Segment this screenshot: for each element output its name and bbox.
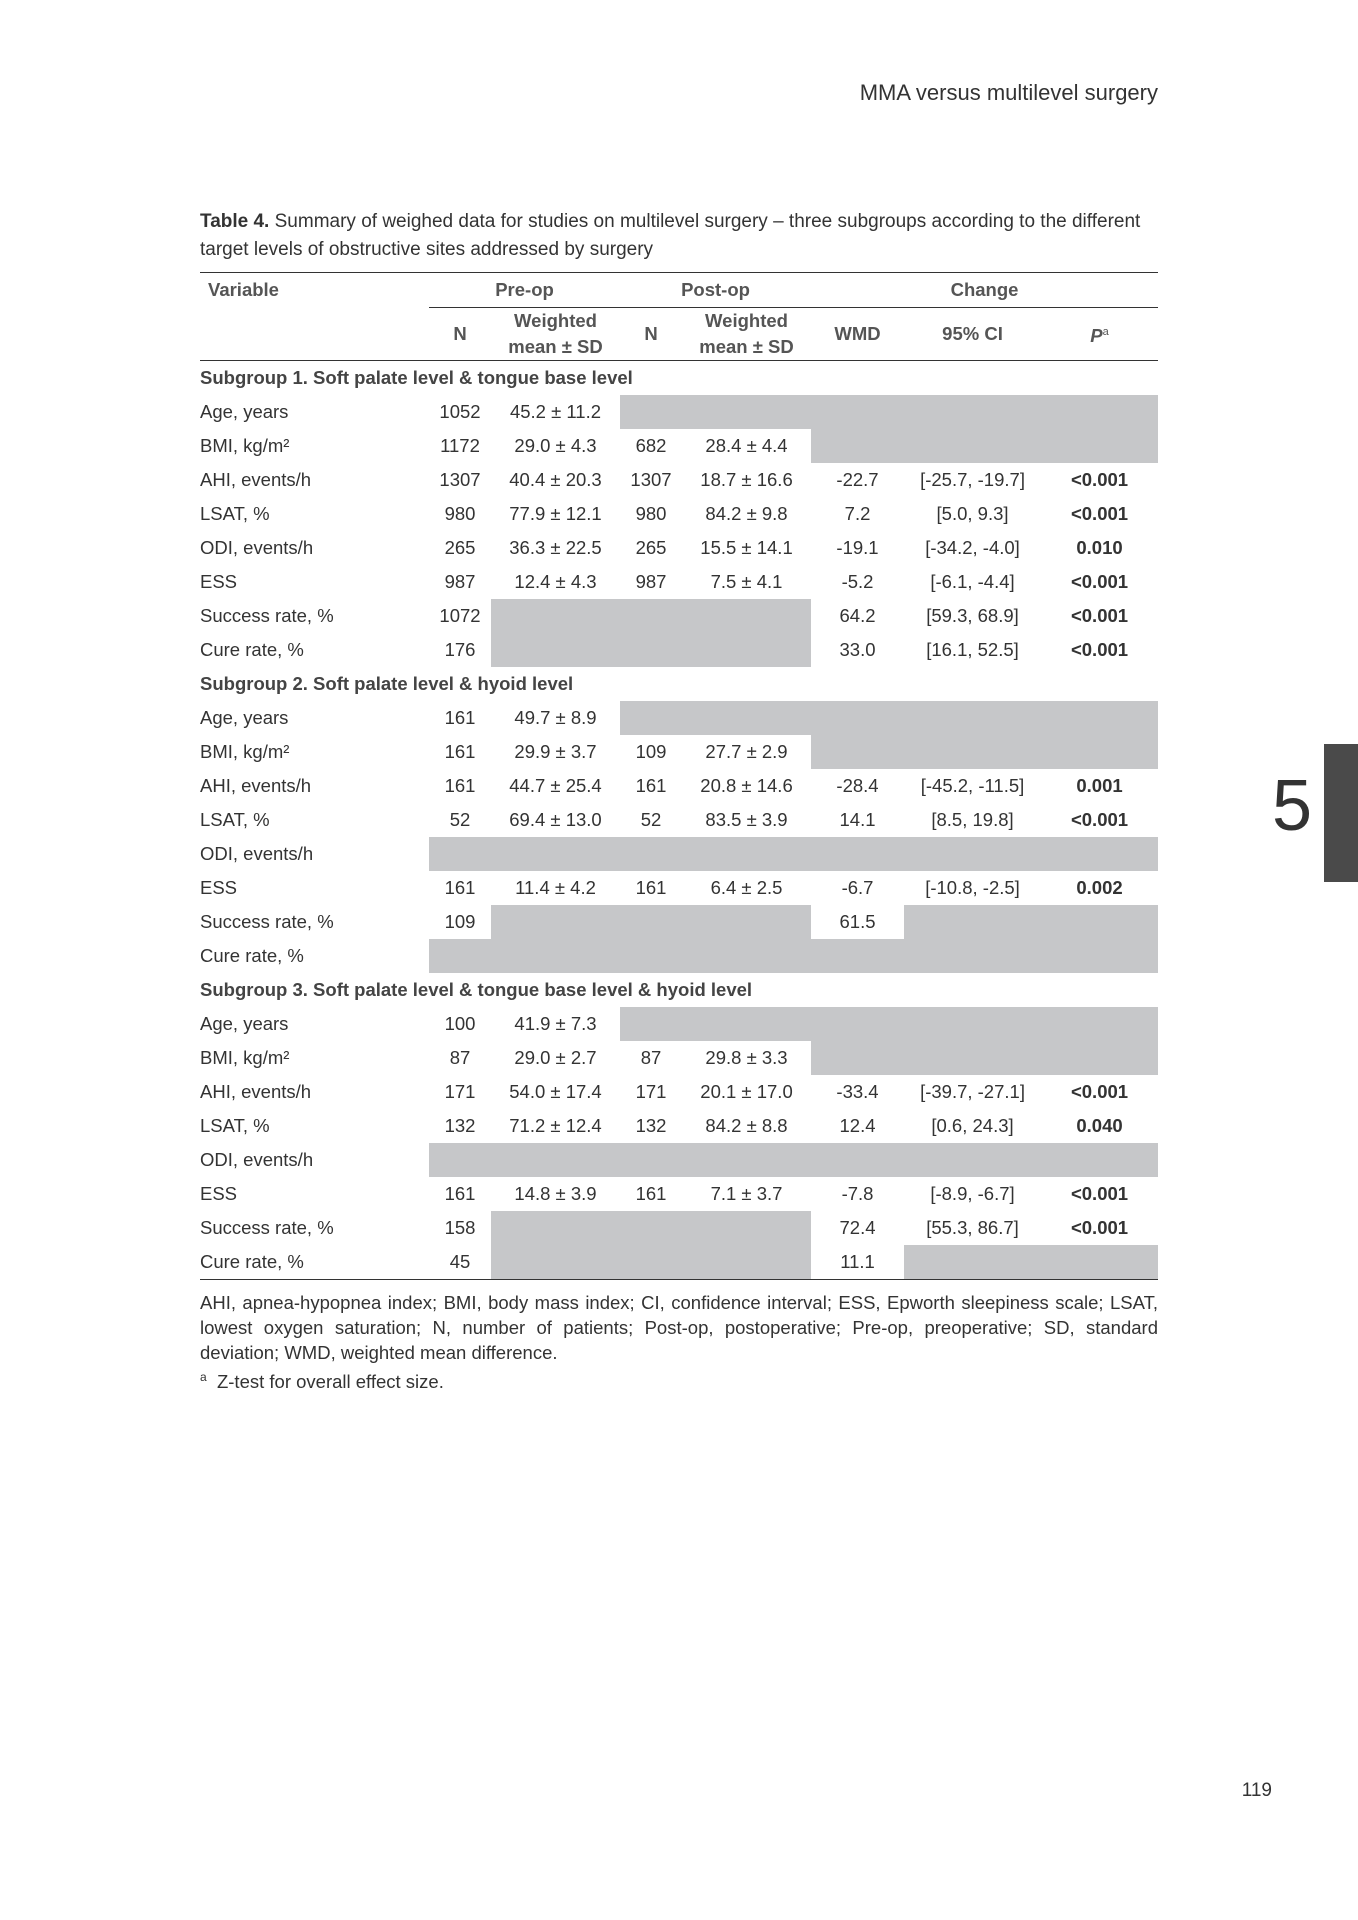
cell-var: Cure rate, % bbox=[200, 639, 304, 660]
cell-pre-mean: 45.2 ± 11.2 bbox=[509, 401, 602, 422]
header-wmd: WMD bbox=[811, 308, 904, 361]
cell-var: ESS bbox=[200, 877, 238, 898]
header-ci: 95% CI bbox=[904, 308, 1041, 361]
cell-pre-n: 161 bbox=[444, 1183, 476, 1204]
cell-pre-mean bbox=[491, 1211, 620, 1245]
cell-post-n: 682 bbox=[635, 435, 667, 456]
cell-ci: [55.3, 86.7] bbox=[926, 1217, 1019, 1238]
cell-p: <0.001 bbox=[1070, 1081, 1129, 1102]
cell-post-mean: 6.4 ± 2.5 bbox=[710, 877, 783, 898]
cell-wmd bbox=[811, 837, 904, 871]
cell-post-n bbox=[620, 1211, 682, 1245]
cell-ci bbox=[904, 701, 1041, 735]
caption-text: Summary of weighed data for studies on multilevel surgery – three subgroups according to the different target levels of obstructive sites addressed by surgery bbox=[200, 211, 1141, 260]
cell-pre-n bbox=[429, 1143, 491, 1177]
cell-wmd: 14.1 bbox=[839, 809, 876, 830]
cell-pre-n: 161 bbox=[444, 877, 476, 898]
table-row bbox=[200, 1143, 1158, 1177]
cell-ci: [0.6, 24.3] bbox=[931, 1115, 1014, 1136]
cell-p bbox=[1041, 395, 1158, 429]
cell-pre-mean bbox=[491, 939, 620, 973]
table-row bbox=[200, 463, 1158, 497]
cell-post-mean bbox=[682, 1245, 811, 1280]
cell-post-n bbox=[620, 633, 682, 667]
cell-ci bbox=[904, 1245, 1041, 1280]
cell-post-mean: 84.2 ± 9.8 bbox=[705, 503, 788, 524]
cell-wmd: -6.7 bbox=[841, 877, 874, 898]
table-row bbox=[200, 837, 1158, 871]
cell-post-mean bbox=[682, 395, 811, 429]
cell-p: 0.002 bbox=[1076, 877, 1123, 898]
cell-var: Success rate, % bbox=[200, 605, 334, 626]
cell-var: Age, years bbox=[200, 401, 289, 422]
cell-wmd: -28.4 bbox=[836, 775, 879, 796]
cell-ci: [5.0, 9.3] bbox=[936, 503, 1009, 524]
cell-pre-n: 171 bbox=[444, 1081, 476, 1102]
table-row bbox=[200, 531, 1158, 565]
header-post-mean: Weighted mean ± SD bbox=[682, 308, 811, 361]
cell-post-mean bbox=[682, 837, 811, 871]
cell-var: ODI, events/h bbox=[200, 843, 314, 864]
cell-var: Success rate, % bbox=[200, 1217, 334, 1238]
table-row bbox=[200, 429, 1158, 463]
cell-post-n bbox=[620, 1143, 682, 1177]
cell-wmd: 61.5 bbox=[839, 911, 876, 932]
subgroup-title: Subgroup 1. Soft palate level & tongue base level bbox=[200, 367, 633, 388]
cell-post-mean bbox=[682, 599, 811, 633]
cell-ci: [59.3, 68.9] bbox=[926, 605, 1019, 626]
cell-var: ESS bbox=[200, 571, 238, 592]
table-row bbox=[200, 905, 1158, 939]
cell-p bbox=[1041, 429, 1158, 463]
cell-wmd: 11.1 bbox=[811, 1245, 904, 1280]
cell-post-mean: 18.7 ± 16.6 bbox=[700, 469, 793, 490]
cell-pre-n: 161 bbox=[444, 775, 476, 796]
cell-post-n: 171 bbox=[635, 1081, 667, 1102]
cell-ci: [16.1, 52.5] bbox=[926, 639, 1019, 660]
cell-post-n bbox=[620, 939, 682, 973]
cell-ci: [-39.7, -27.1] bbox=[920, 1081, 1025, 1102]
cell-post-mean: 7.1 ± 3.7 bbox=[710, 1183, 783, 1204]
cell-post-mean: 83.5 ± 3.9 bbox=[705, 809, 788, 830]
cell-post-n: 109 bbox=[635, 741, 667, 762]
cell-p: <0.001 bbox=[1070, 809, 1129, 830]
table-row bbox=[200, 1007, 1158, 1041]
header-variable: Variable bbox=[200, 273, 429, 308]
table-row bbox=[200, 701, 1158, 735]
cell-ci bbox=[904, 905, 1041, 939]
cell-pre-mean: 69.4 ± 13.0 bbox=[509, 809, 602, 830]
cell-p bbox=[1041, 701, 1158, 735]
cell-ci bbox=[904, 939, 1041, 973]
cell-var: ODI, events/h bbox=[200, 537, 314, 558]
cell-post-n: 52 bbox=[640, 809, 662, 830]
table-row bbox=[200, 803, 1158, 837]
cell-p: <0.001 bbox=[1070, 1183, 1129, 1204]
cell-pre-mean: 41.9 ± 7.3 bbox=[514, 1013, 597, 1034]
chapter-number: 5 bbox=[1272, 766, 1313, 846]
subgroup-header bbox=[200, 361, 1158, 396]
table-row bbox=[200, 871, 1158, 905]
cell-post-mean bbox=[682, 939, 811, 973]
cell-post-n: 161 bbox=[635, 775, 667, 796]
cell-ci: [-8.9, -6.7] bbox=[930, 1183, 1015, 1204]
cell-ci bbox=[904, 1007, 1041, 1041]
page-number: 119 bbox=[1241, 1780, 1272, 1801]
cell-ci bbox=[904, 735, 1041, 769]
cell-post-n: 132 bbox=[635, 1115, 667, 1136]
cell-pre-mean: 77.9 ± 12.1 bbox=[509, 503, 602, 524]
cell-wmd bbox=[811, 939, 904, 973]
cell-post-mean bbox=[682, 1007, 811, 1041]
cell-p: 0.040 bbox=[1076, 1115, 1123, 1136]
cell-post-n: 987 bbox=[635, 571, 667, 592]
cell-pre-mean: 71.2 ± 12.4 bbox=[509, 1115, 602, 1136]
cell-wmd bbox=[811, 1143, 904, 1177]
cell-p: 0.001 bbox=[1076, 775, 1123, 796]
cell-pre-n: 132 bbox=[444, 1115, 476, 1136]
cell-var: AHI, events/h bbox=[200, 469, 312, 490]
cell-pre-mean: 49.7 ± 8.9 bbox=[514, 707, 597, 728]
cell-p: 0.010 bbox=[1076, 537, 1123, 558]
cell-ci: [-25.7, -19.7] bbox=[920, 469, 1025, 490]
footnote-abbreviations: AHI, apnea-hypopnea index; BMI, body mass index; CI, confidence interval; ESS, Epworth sleepiness scale; LSAT, lowest oxygen saturation; N, number of patients; Post-op, postoperative; Pre-op, preoperative; SD, standard deviation; WMD, weighted mean difference. bbox=[200, 1292, 1158, 1363]
cell-var: LSAT, % bbox=[200, 503, 270, 524]
table-caption bbox=[200, 208, 1158, 264]
cell-pre-mean: 44.7 ± 25.4 bbox=[509, 775, 602, 796]
cell-pre-n: 265 bbox=[444, 537, 476, 558]
cell-wmd bbox=[811, 1007, 904, 1041]
cell-wmd bbox=[811, 395, 904, 429]
cell-p: <0.001 bbox=[1070, 503, 1129, 524]
table-row bbox=[200, 1109, 1158, 1143]
cell-post-mean: 15.5 ± 14.1 bbox=[700, 537, 793, 558]
cell-post-mean: 28.4 ± 4.4 bbox=[705, 435, 788, 456]
cell-post-n: 980 bbox=[635, 503, 667, 524]
cell-pre-n: 1072 bbox=[439, 605, 481, 626]
cell-var: Cure rate, % bbox=[200, 1245, 429, 1280]
cell-post-mean: 20.1 ± 17.0 bbox=[700, 1081, 793, 1102]
cell-wmd: -5.2 bbox=[841, 571, 874, 592]
cell-pre-n: 176 bbox=[444, 639, 476, 660]
cell-p: <0.001 bbox=[1070, 1217, 1129, 1238]
cell-wmd bbox=[811, 429, 904, 463]
header-p: $P^a$ bbox=[1041, 308, 1158, 361]
cell-var: Success rate, % bbox=[200, 911, 334, 932]
cell-wmd: 7.2 bbox=[844, 503, 871, 524]
cell-ci: [-6.1, -4.4] bbox=[930, 571, 1015, 592]
table-row bbox=[200, 1075, 1158, 1109]
cell-ci bbox=[904, 1041, 1041, 1075]
cell-var: ESS bbox=[200, 1183, 238, 1204]
cell-p bbox=[1041, 1041, 1158, 1075]
cell-var: Cure rate, % bbox=[200, 945, 304, 966]
cell-pre-n: 987 bbox=[444, 571, 476, 592]
cell-wmd: -22.7 bbox=[836, 469, 879, 490]
table-row bbox=[200, 599, 1158, 633]
caption-label: Table 4. bbox=[200, 211, 270, 232]
cell-pre-n: 1052 bbox=[439, 401, 481, 422]
table-row bbox=[200, 1211, 1158, 1245]
cell-post-mean bbox=[682, 905, 811, 939]
cell-pre-mean: 14.8 ± 3.9 bbox=[514, 1183, 597, 1204]
cell-wmd: -19.1 bbox=[836, 537, 879, 558]
cell-pre-n: 100 bbox=[444, 1013, 476, 1034]
header-preop: Pre-op bbox=[429, 273, 620, 308]
cell-pre-n: 1172 bbox=[440, 435, 480, 456]
cell-wmd: 33.0 bbox=[839, 639, 876, 660]
cell-ci bbox=[904, 395, 1041, 429]
results-table bbox=[200, 272, 1158, 1280]
cell-var: BMI, kg/m² bbox=[200, 1047, 290, 1068]
header-pre-n: N bbox=[429, 308, 491, 361]
cell-p bbox=[1041, 837, 1158, 871]
cell-pre-n: 109 bbox=[444, 911, 476, 932]
cell-pre-mean bbox=[491, 599, 620, 633]
cell-ci bbox=[904, 837, 1041, 871]
cell-pre-n: 45 bbox=[429, 1245, 491, 1280]
header-change: Change bbox=[811, 273, 1158, 308]
cell-pre-n: 1307 bbox=[439, 469, 481, 490]
cell-post-mean bbox=[682, 633, 811, 667]
cell-post-mean bbox=[682, 1143, 811, 1177]
cell-pre-n: 161 bbox=[444, 741, 476, 762]
cell-p: <0.001 bbox=[1070, 605, 1129, 626]
cell-post-mean: 84.2 ± 8.8 bbox=[705, 1115, 788, 1136]
header-post-n: N bbox=[620, 308, 682, 361]
cell-p bbox=[1041, 1245, 1158, 1280]
cell-ci: [8.5, 19.8] bbox=[931, 809, 1014, 830]
header-pre-mean: Weighted mean ± SD bbox=[491, 308, 620, 361]
table-footnote bbox=[200, 1290, 1158, 1394]
cell-wmd: -7.8 bbox=[841, 1183, 874, 1204]
cell-var: ODI, events/h bbox=[200, 1149, 314, 1170]
cell-post-mean: 20.8 ± 14.6 bbox=[700, 775, 793, 796]
cell-pre-mean: 11.4 ± 4.2 bbox=[515, 877, 596, 898]
cell-p: <0.001 bbox=[1070, 571, 1129, 592]
cell-pre-mean bbox=[491, 905, 620, 939]
cell-post-n bbox=[620, 599, 682, 633]
footnote-a: $^a$ Z-test for overall effect size. bbox=[200, 1370, 444, 1393]
cell-ci: [-45.2, -11.5] bbox=[920, 775, 1025, 796]
table-row bbox=[200, 565, 1158, 599]
cell-post-n: 161 bbox=[635, 877, 667, 898]
cell-post-n bbox=[620, 1007, 682, 1041]
cell-post-mean: 7.5 ± 4.1 bbox=[710, 571, 783, 592]
cell-var: AHI, events/h bbox=[200, 1081, 312, 1102]
cell-wmd: -33.4 bbox=[836, 1081, 879, 1102]
subgroup-header bbox=[200, 667, 1158, 701]
cell-var: AHI, events/h bbox=[200, 775, 312, 796]
cell-ci: [-10.8, -2.5] bbox=[925, 877, 1020, 898]
cell-pre-n: 158 bbox=[444, 1217, 476, 1238]
cell-pre-n bbox=[429, 837, 491, 871]
table-row bbox=[200, 735, 1158, 769]
table-row bbox=[200, 1245, 1158, 1280]
cell-post-n: 161 bbox=[635, 1183, 667, 1204]
cell-post-mean: 27.7 ± 2.9 bbox=[705, 741, 788, 762]
cell-p bbox=[1041, 1007, 1158, 1041]
header-postop: Post-op bbox=[620, 273, 811, 308]
cell-pre-n: 87 bbox=[449, 1047, 471, 1068]
cell-post-mean bbox=[682, 701, 811, 735]
cell-pre-mean: 12.4 ± 4.3 bbox=[514, 571, 597, 592]
cell-post-n: 87 bbox=[640, 1047, 662, 1068]
chapter-tab bbox=[1324, 744, 1358, 882]
cell-post-n bbox=[620, 905, 682, 939]
table-row bbox=[200, 497, 1158, 531]
cell-wmd: 12.4 bbox=[839, 1115, 876, 1136]
cell-wmd: 72.4 bbox=[839, 1217, 876, 1238]
cell-wmd: 64.2 bbox=[839, 605, 876, 626]
running-head: MMA versus multilevel surgery bbox=[859, 80, 1158, 105]
cell-var: BMI, kg/m² bbox=[200, 435, 290, 456]
cell-var: Age, years bbox=[200, 707, 289, 728]
subgroup-header bbox=[200, 973, 1158, 1007]
cell-var: LSAT, % bbox=[200, 809, 270, 830]
cell-pre-mean: 36.3 ± 22.5 bbox=[509, 537, 602, 558]
cell-ci: [-34.2, -4.0] bbox=[925, 537, 1020, 558]
cell-pre-mean bbox=[491, 1143, 620, 1177]
cell-pre-n: 161 bbox=[444, 707, 476, 728]
cell-pre-mean bbox=[491, 1245, 620, 1280]
cell-pre-mean: 29.0 ± 4.3 bbox=[514, 435, 597, 456]
cell-pre-mean: 40.4 ± 20.3 bbox=[509, 469, 602, 490]
table-row bbox=[200, 939, 1158, 973]
cell-post-n: 265 bbox=[635, 537, 667, 558]
cell-post-n bbox=[620, 1245, 682, 1280]
cell-wmd bbox=[811, 735, 904, 769]
table-row bbox=[200, 769, 1158, 803]
cell-pre-n bbox=[429, 939, 491, 973]
table-row bbox=[200, 1177, 1158, 1211]
cell-pre-n: 52 bbox=[449, 809, 471, 830]
cell-pre-mean: 29.9 ± 3.7 bbox=[514, 741, 597, 762]
cell-pre-mean bbox=[491, 633, 620, 667]
cell-wmd bbox=[811, 1041, 904, 1075]
cell-ci bbox=[904, 1143, 1041, 1177]
cell-ci bbox=[904, 429, 1041, 463]
cell-pre-n: 980 bbox=[444, 503, 476, 524]
cell-p bbox=[1041, 1143, 1158, 1177]
cell-post-n bbox=[620, 701, 682, 735]
cell-p bbox=[1041, 905, 1158, 939]
table-row bbox=[200, 1041, 1158, 1075]
cell-p bbox=[1041, 939, 1158, 973]
cell-post-mean: 29.8 ± 3.3 bbox=[705, 1047, 788, 1068]
table-row bbox=[200, 395, 1158, 429]
table-row bbox=[200, 633, 1158, 667]
cell-p bbox=[1041, 735, 1158, 769]
cell-var: LSAT, % bbox=[200, 1115, 270, 1136]
cell-pre-mean: 29.0 ± 2.7 bbox=[514, 1047, 597, 1068]
cell-post-n bbox=[620, 395, 682, 429]
cell-pre-mean: 54.0 ± 17.4 bbox=[509, 1081, 602, 1102]
cell-var: BMI, kg/m² bbox=[200, 741, 290, 762]
cell-post-n bbox=[620, 837, 682, 871]
subgroup-title: Subgroup 2. Soft palate level & hyoid level bbox=[200, 673, 574, 694]
cell-wmd bbox=[811, 701, 904, 735]
cell-pre-mean bbox=[491, 837, 620, 871]
cell-p: <0.001 bbox=[1070, 469, 1129, 490]
cell-var: Age, years bbox=[200, 1013, 289, 1034]
subgroup-title: Subgroup 3. Soft palate level & tongue base level & hyoid level bbox=[200, 979, 753, 1000]
cell-post-mean bbox=[682, 1211, 811, 1245]
cell-p: <0.001 bbox=[1070, 639, 1129, 660]
cell-post-n: 1307 bbox=[630, 469, 672, 490]
